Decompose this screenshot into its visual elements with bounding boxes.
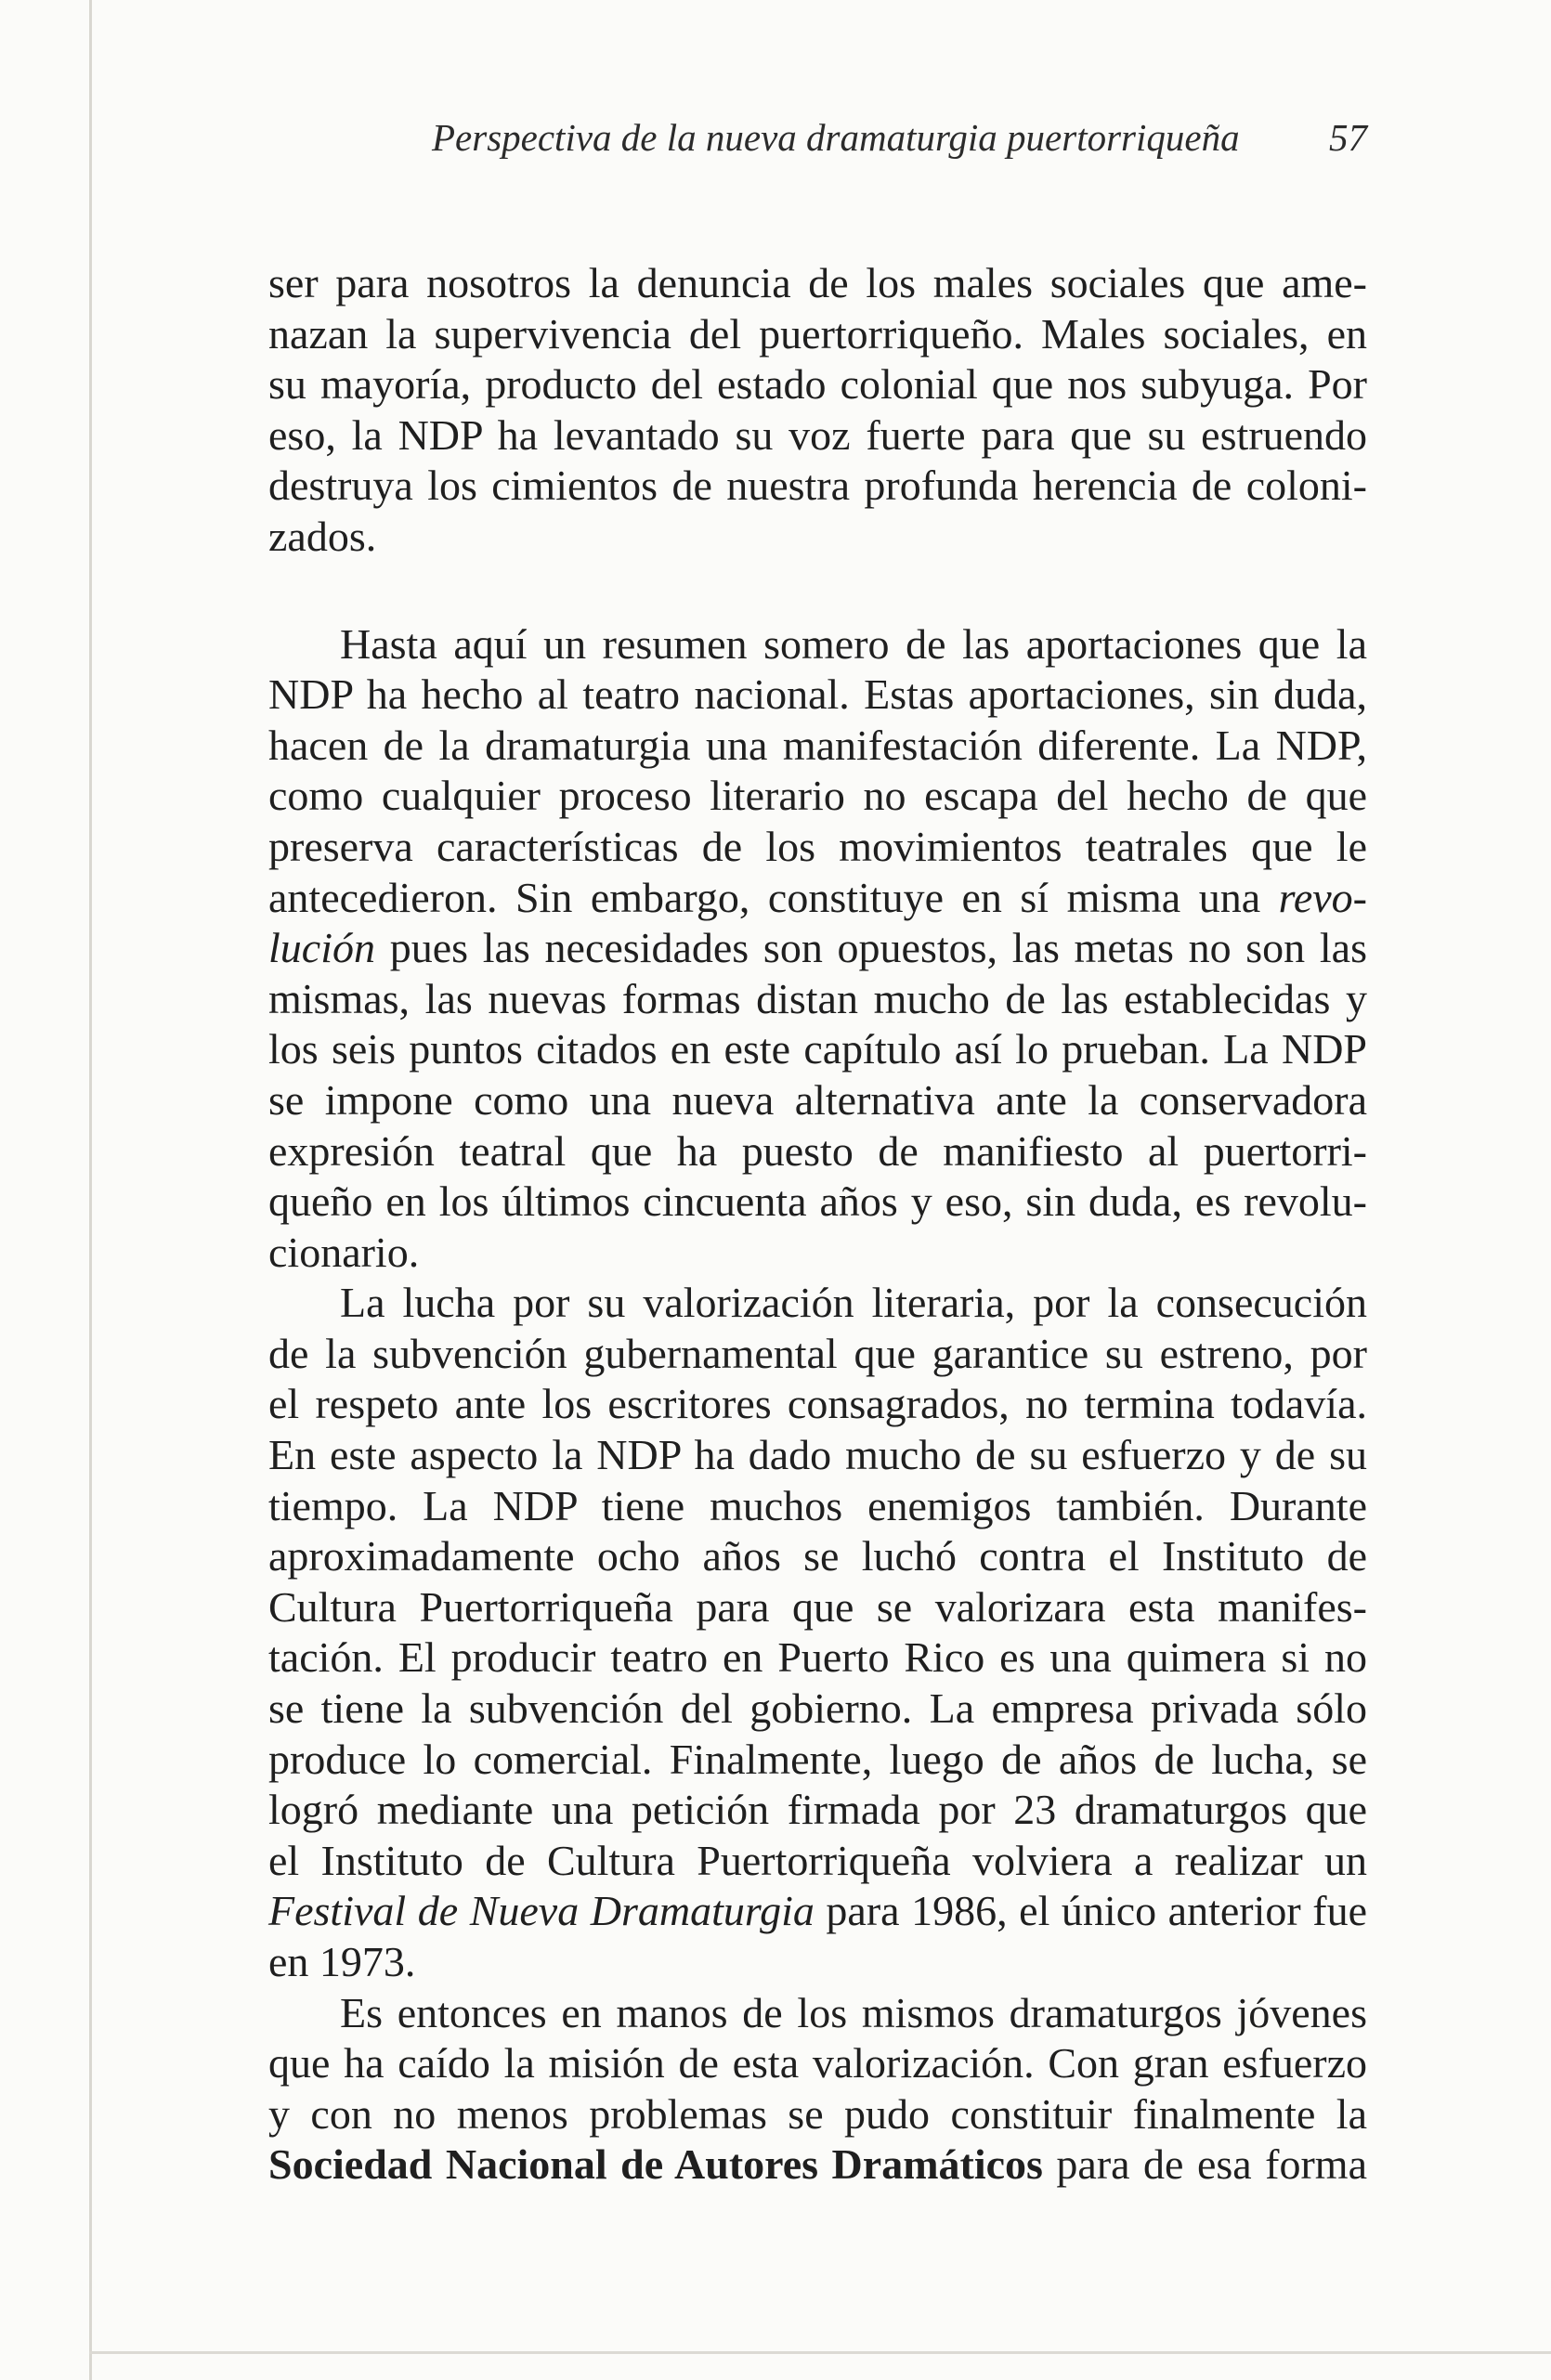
- text-line: preserva características de los movimientos teatrales que le: [268, 822, 1367, 870]
- text-line: destruya los cimientos de nuestra profunda herencia de coloni-: [268, 462, 1367, 510]
- text-line: mismas, las nuevas formas distan mucho de las establecidas y: [268, 974, 1367, 1022]
- text-run: para 1986, el único anterior fue: [814, 1887, 1367, 1935]
- text-line: queño en los últimos cincuenta años y eso, sin duda, es revolu-: [268, 1177, 1367, 1226]
- text-line: en 1973.: [268, 1938, 416, 1985]
- text-line: Cultura Puertorriqueña para que se valorizara esta manifes-: [268, 1582, 1367, 1631]
- text-line: [268, 873, 1367, 924]
- text-line: se impone como una nueva alternativa ante la conservadora: [268, 1075, 1367, 1124]
- text-line: cionario.: [268, 1228, 420, 1276]
- text-line: produce lo comercial. Finalmente, luego de años de lucha, se: [268, 1735, 1367, 1783]
- text-line: y con no menos problemas se pudo constituir finalmente la: [268, 2089, 1367, 2138]
- text-line: [268, 2139, 1367, 2191]
- text-line: su mayoría, producto del estado colonial que nos subyuga. Por: [268, 360, 1367, 409]
- text-line: se tiene la subvención del gobierno. La empresa privada sólo: [268, 1684, 1367, 1733]
- paragraph-2: [268, 619, 1367, 1279]
- text-line: [268, 923, 1367, 974]
- text-line: eso, la NDP ha levantado su voz fuerte para que su estruendo: [268, 410, 1367, 459]
- text-line: nazan la supervivencia del puertorriqueño. Males sociales, en: [268, 309, 1367, 358]
- text-line: hacen de la dramaturgia una manifestación diferente. La NDP,: [268, 721, 1367, 769]
- bold-organization-name: Sociedad Nacional de Autores Dramáticos: [268, 2140, 1043, 2189]
- text-line: En este aspecto la NDP ha dado mucho de su esfuerzo y de su: [268, 1431, 1367, 1479]
- italic-title: Festival de Nueva Dramaturgia: [268, 1887, 815, 1935]
- italic-word: revo-: [1278, 873, 1367, 921]
- paragraph-3: [268, 1278, 1367, 1987]
- italic-word: lución: [268, 924, 375, 972]
- text-line: el respeto ante los escritores consagrados, no termina todavía.: [268, 1380, 1367, 1428]
- text-line: ser para nosotros la denuncia de los males sociales que ame-: [268, 259, 1367, 306]
- text-line: [268, 1886, 1367, 1937]
- body-text: [268, 258, 1367, 2191]
- text-line: NDP ha hecho al teatro nacional. Estas aportaciones, sin duda,: [268, 670, 1367, 719]
- text-line: Es entonces en manos de los mismos dramaturgos jóvenes: [340, 1988, 1367, 2036]
- text-line: los seis puntos citados en este capítulo así lo prueban. La NDP: [268, 1025, 1367, 1073]
- text-line: tación. El producir teatro en Puerto Rico es una quimera si no: [268, 1633, 1367, 1682]
- text-run: para de esa forma: [1042, 2140, 1367, 2189]
- page-header: [268, 110, 1367, 165]
- text-line: logró mediante una petición firmada por 23 dramaturgos que: [268, 1786, 1367, 1834]
- text-run: pues las necesidades son opuestos, las metas no son las: [374, 924, 1367, 972]
- page-number: 57: [1329, 116, 1367, 159]
- text-run: antecedieron. Sin embargo, constituye en sí misma una: [268, 873, 1279, 921]
- paragraph-1: [268, 258, 1367, 563]
- page-left-edge: [89, 0, 92, 2380]
- text-line: que ha caído la misión de esta valorización. Con gran esfuerzo: [268, 2039, 1367, 2087]
- text-line: el Instituto de Cultura Puertorriqueña volviera a realizar un: [268, 1836, 1367, 1884]
- text-line: Hasta aquí un resumen somero de las aportaciones que la: [340, 619, 1367, 668]
- text-line: como cualquier proceso literario no escapa del hecho de que: [268, 772, 1367, 820]
- paragraph-gap: [268, 563, 1367, 619]
- text-line: aproximadamente ocho años se luchó contra el Instituto de: [268, 1532, 1367, 1580]
- running-title: Perspectiva de la nueva dramaturgia puertorriqueña: [432, 116, 1240, 159]
- text-line: La lucha por su valorización literaria, por la consecución: [340, 1279, 1367, 1327]
- text-line: tiempo. La NDP tiene muchos enemigos también. Durante: [268, 1481, 1367, 1529]
- text-line: expresión teatral que ha puesto de manifiesto al puertorri-: [268, 1126, 1367, 1175]
- text-line: zados.: [268, 512, 377, 560]
- text-line: de la subvención gubernamental que garantice su estreno, por: [268, 1329, 1367, 1377]
- paragraph-4: [268, 1988, 1367, 2191]
- page-bottom-edge: [89, 2351, 1551, 2354]
